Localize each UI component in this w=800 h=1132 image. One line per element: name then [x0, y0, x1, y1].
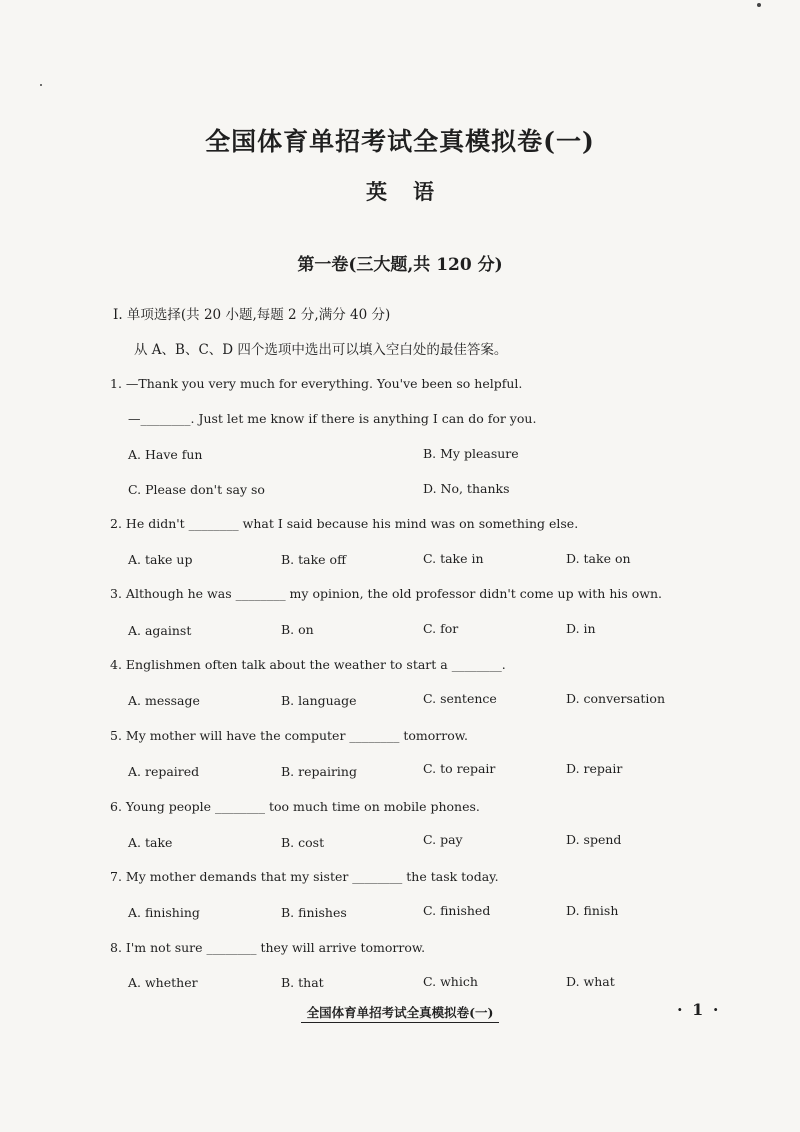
option-a: A. take up — [128, 552, 193, 567]
option-a: A. finishing — [128, 905, 200, 920]
question-number: 2. — [110, 516, 122, 531]
page-number: · 1 · — [677, 1000, 721, 1019]
option-b: B. take off — [281, 552, 346, 567]
option-c: C. for — [423, 621, 459, 636]
footer-title: 全国体育单招考试全真模拟卷(一) — [301, 1005, 500, 1023]
option-d: D. No, thanks — [423, 481, 510, 496]
option-b: B. cost — [281, 835, 325, 850]
question-8 — [110, 940, 425, 955]
option-a: A. message — [128, 693, 200, 708]
question-stem: Englishmen often talk about the weather to start a ________. — [125, 657, 506, 672]
question-1-response: —________. Just let me know if there is anything I can do for you. — [128, 411, 537, 426]
option-b: B. repairing — [281, 764, 357, 779]
question-4 — [110, 657, 506, 672]
option-c: C. Please don't say so — [128, 482, 265, 497]
option-d: D. in — [566, 621, 596, 636]
question-number: 3. — [110, 586, 122, 601]
option-a: A. Have fun — [128, 447, 203, 462]
volume-heading: 第一卷(三大题,共 120 分) — [297, 255, 503, 275]
option-c: C. sentence — [423, 691, 497, 706]
question-number: 5. — [110, 728, 122, 743]
question-stem: My mother will have the computer ________ tomorrow. — [125, 728, 468, 743]
question-number: 7. — [110, 869, 122, 884]
instruction-text: 从 A、B、C、D 四个选项中选出可以填入空白处的最佳答案。 — [134, 342, 508, 358]
question-stem: I'm not sure ________ they will arrive tomorrow. — [125, 940, 426, 955]
question-6 — [110, 799, 480, 814]
option-d: D. finish — [566, 903, 619, 918]
option-c: C. which — [423, 974, 478, 989]
option-c: C. finished — [423, 903, 491, 918]
question-number: 6. — [110, 799, 122, 814]
option-a: A. repaired — [128, 764, 200, 779]
exam-title: 全国体育单招考试全真模拟卷(一) — [205, 127, 595, 156]
question-number: 8. — [110, 940, 122, 955]
option-a: A. whether — [128, 975, 198, 990]
option-b: B. language — [281, 693, 357, 708]
option-d: D. take on — [566, 551, 631, 566]
option-c: C. take in — [423, 551, 484, 566]
question-number: 1. — [110, 376, 122, 391]
option-b: B. finishes — [281, 905, 347, 920]
question-stem: Young people ________ too much time on mobile phones. — [125, 799, 480, 814]
option-c: C. pay — [423, 832, 463, 847]
question-7 — [110, 869, 499, 884]
subject-heading: 英语 — [366, 179, 460, 204]
question-stem: —Thank you very much for everything. You've been so helpful. — [125, 376, 523, 391]
question-stem: Although he was ________ my opinion, the old professor didn't come up with his own. — [125, 586, 663, 601]
question-stem: My mother demands that my sister ________ the task today. — [125, 869, 499, 884]
option-b: B. that — [281, 975, 324, 990]
scan-speck — [757, 3, 761, 7]
option-b: B. My pleasure — [423, 446, 519, 461]
option-b: B. on — [281, 622, 314, 637]
option-d: D. spend — [566, 832, 622, 847]
option-c: C. to repair — [423, 761, 496, 776]
question-1 — [110, 376, 522, 391]
question-stem: He didn't ________ what I said because his mind was on something else. — [125, 516, 579, 531]
question-2 — [110, 516, 578, 531]
question-5 — [110, 728, 468, 743]
option-d: D. what — [566, 974, 615, 989]
option-a: A. take — [128, 835, 173, 850]
option-a: A. against — [128, 623, 192, 638]
option-d: D. repair — [566, 761, 623, 776]
scan-speck — [40, 84, 42, 86]
question-number: 4. — [110, 657, 122, 672]
section-heading: Ⅰ. 单项选择(共 20 小题,每题 2 分,满分 40 分) — [113, 307, 391, 323]
option-d: D. conversation — [566, 691, 665, 706]
question-3 — [110, 586, 662, 601]
